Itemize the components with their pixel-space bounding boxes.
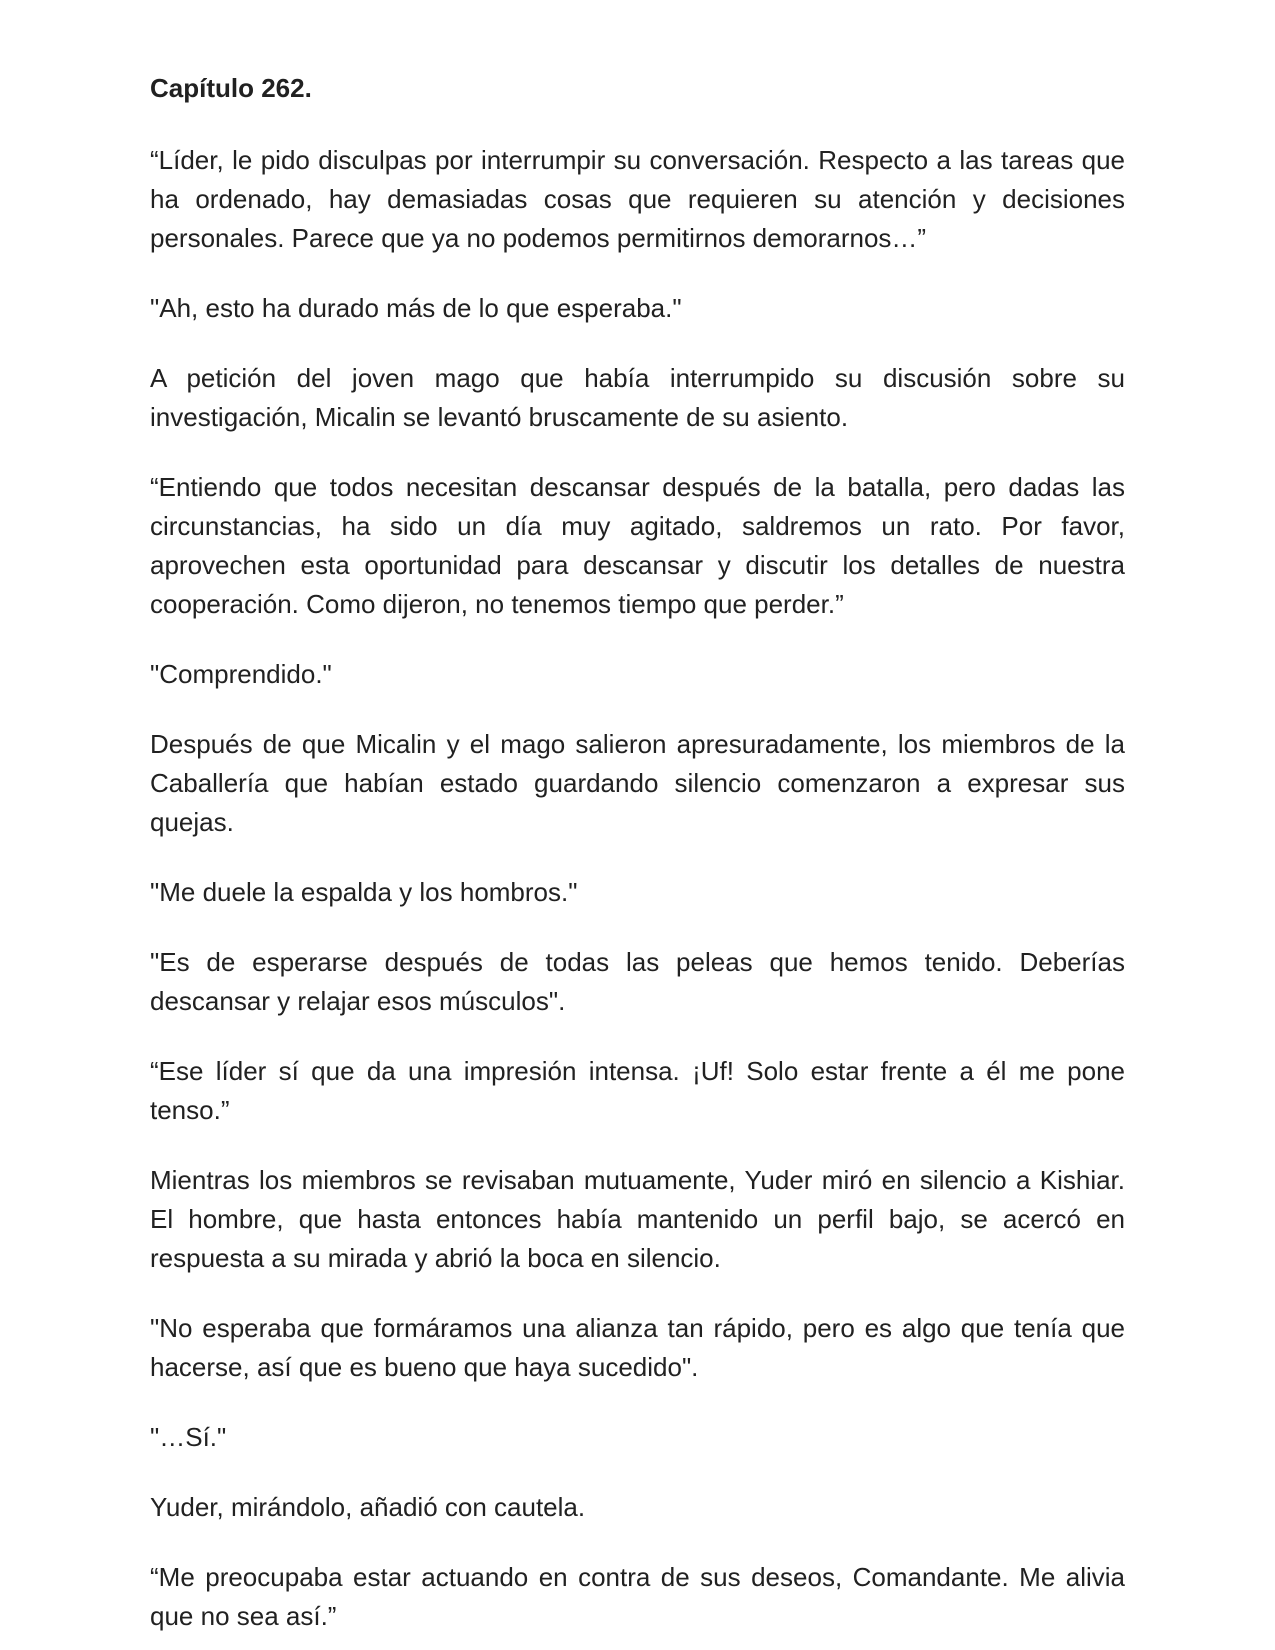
paragraph: A petición del joven mago que había interrumpido su discusión sobre su investigación, Micalin se levantó bruscamente de su asiento.	[150, 363, 1125, 432]
paragraph: Mientras los miembros se revisaban mutuamente, Yuder miró en silencio a Kishiar. El hombre, que hasta entonces había mantenido un perfil bajo, se acercó en respuesta a su mirada y abrió la boca en silencio.	[150, 1165, 1125, 1273]
paragraph: "…Sí."	[150, 1422, 227, 1452]
paragraph: “Me preocupaba estar actuando en contra de sus deseos, Comandante. Me alivia que no sea así.”	[150, 1562, 1125, 1631]
paragraph: Después de que Micalin y el mago salieron apresuradamente, los miembros de la Caballería que habían estado guardando silencio comenzaron a expresar sus quejas.	[150, 729, 1125, 837]
paragraph: “Ese líder sí que da una impresión intensa. ¡Uf! Solo estar frente a él me pone tenso.”	[150, 1056, 1125, 1125]
document-page	[150, 66, 1125, 1636]
paragraph: "Es de esperarse después de todas las peleas que hemos tenido. Deberías descansar y relajar esos músculos".	[150, 947, 1125, 1016]
paragraph: “Líder, le pido disculpas por interrumpir su conversación. Respecto a las tareas que ha ordenado, hay demasiadas cosas que requieren su atención y decisiones personales. Parece que ya no podemos permitirnos demorarnos…”	[150, 145, 1125, 253]
paragraph: “Entiendo que todos necesitan descansar después de la batalla, pero dadas las circunstancias, ha sido un día muy agitado, saldremos un rato. Por favor, aprovechen esta oportunidad para descansar y discutir los detalles de nuestra cooperación. Como dijeron, no tenemos tiempo que perder.”	[150, 472, 1125, 619]
paragraph: "Comprendido."	[150, 659, 332, 689]
chapter-title: Capítulo 262.	[150, 73, 312, 103]
paragraph: Yuder, mirándolo, añadió con cautela.	[150, 1492, 586, 1522]
paragraph: "No esperaba que formáramos una alianza tan rápido, pero es algo que tenía que hacerse, así que es bueno que haya sucedido".	[150, 1313, 1125, 1382]
paragraph: "Me duele la espalda y los hombros."	[150, 877, 578, 907]
paragraph: "Ah, esto ha durado más de lo que esperaba."	[150, 293, 682, 323]
